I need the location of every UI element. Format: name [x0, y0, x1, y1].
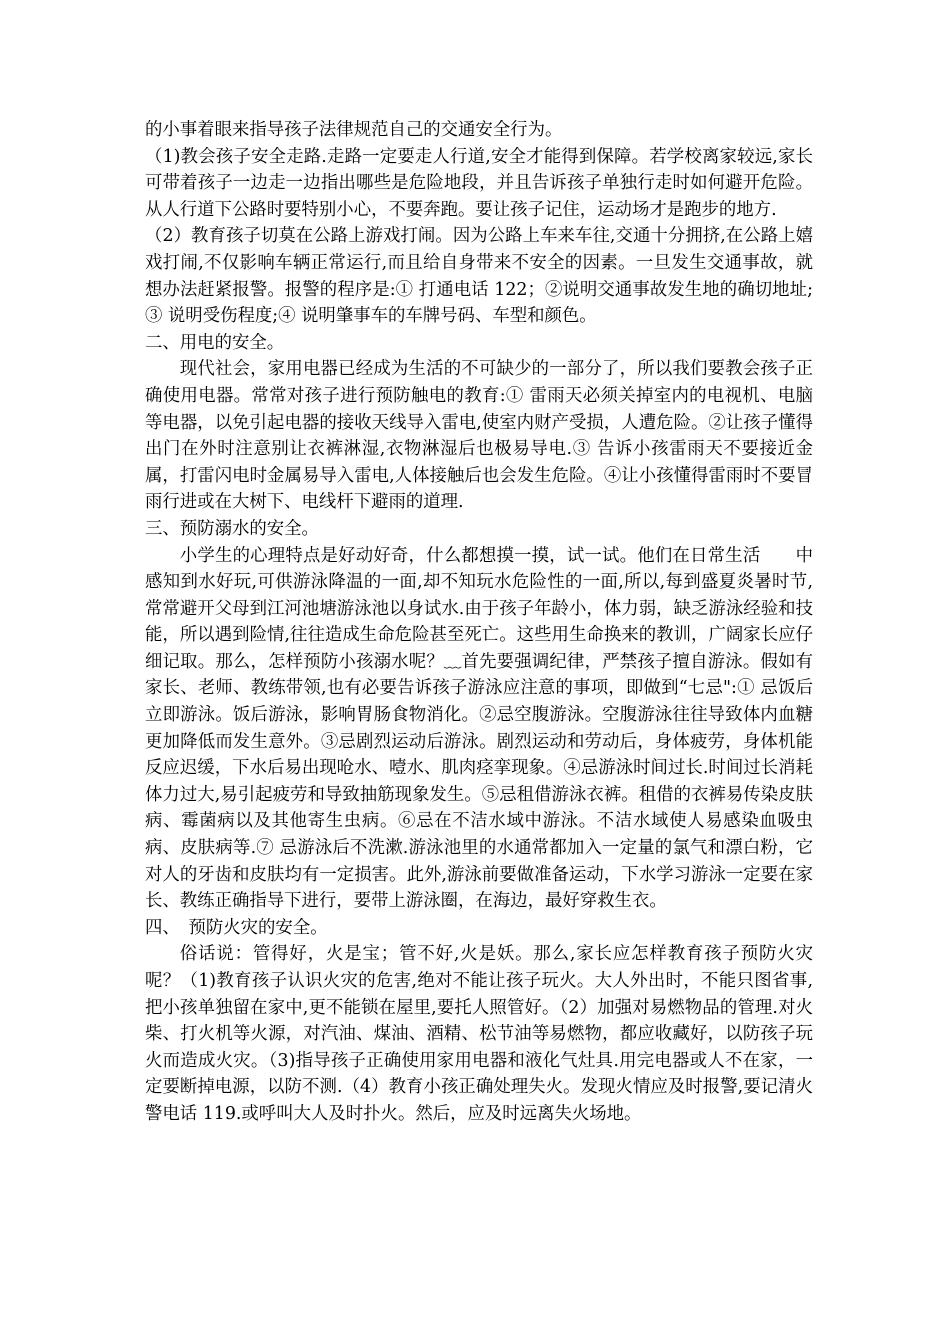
paragraph-fire: 俗话说：管得好，火是宝；管不好,火是妖。那么,家长应怎样教育孩子预防火灾呢？（1)教育孩子认识火灾的危害,绝对不能让孩子玩火。大人外出时，不能只图省事,把小孩单独留在家中,更不能锁在屋里,要托人照管好。（2）加强对易燃物品的管理.对火柴、打火机等火源，对汽油、煤油、酒精、松节油等易燃物，都应收藏好，以防孩子玩火而造成火灾。（3)指导孩子正确使用家用电器和液化气灶具.用完电器或人不在家，一定要断掉电源，以防不测.（4）教育小孩正确处理失火。发现火情应及时报警,要记清火警电话 119.或呼叫大人及时扑火。然后，应及时远离失火场地。: [145, 944, 813, 1124]
document-page: [145, 117, 813, 1128]
paragraph-road-play: （2）教育孩子切莫在公路上游戏打闹。因为公路上车来车往,交通十分拥挤,在公路上嬉戏打闹,不仅影响车辆正常运行,而且给自身带来不安全的因素。一旦发生交通事故，就想办法赶紧报警。报警的程序是:① 打通电话 122；②说明交通事故发生地的确切地址;③ 说明受伤程度;④ 说明肇事车的车牌号码、车型和颜色。: [145, 226, 813, 327]
paragraph-traffic-intro: 的小事着眼来指导孩子法律规范自己的交通安全行为。: [145, 120, 563, 140]
heading-fire-safety: 四、 预防火灾的安全。: [145, 917, 328, 938]
heading-drowning-safety: 三、预防溺水的安全。: [145, 518, 319, 539]
paragraph-walking-safety: （1)教会孩子安全走路.走路一定要走人行道,安全才能得到保障。若学校离家较远,家长可带着孩子一边走一边指出哪些是危险地段，并且告诉孩子单独行走时如何避开危险。从人行道下公路时要特别小心，不要奔跑。要让孩子记住，运动场才是跑步的地方.: [145, 146, 813, 220]
paragraph-electricity: 现代社会，家用电器已经成为生活的不可缺少的一部分了，所以我们要教会孩子正确使用电器。常常对孩子进行预防触电的教育:① 雷雨天必须关掉室内的电视机、电脑等电器，以免引起电器的接收天线导入雷电,使室内财产受损，人遭危险。②让孩子懂得出门在外时注意别让衣裤淋湿,衣物淋湿后也极易导电.③ 告诉小孩雷雨天不要接近金属，打雷闪电时金属易导入雷电,人体接触后也会发生危险。④让小孩懂得雷雨时不要冒雨行进或在大树下、电线杆下避雨的道理.: [145, 359, 813, 513]
paragraph-drowning: 小学生的心理特点是好动好奇，什么都想摸一摸，试一试。他们在日常生活 中感知到水好玩,可供游泳降温的一面,却不知玩水危险性的一面,所以,每到盛夏炎暑时节,常常避开父母到江河池塘游泳池以身试水.由于孩子年龄小，体力弱，缺乏游泳经验和技能，所以遇到险情,往往造成生命危险甚至死亡。这些用生命换来的教训，广阔家长应仔细记取。那么，怎样预防小孩溺水呢？﹏首先要强调纪律，严禁孩子擅自游泳。假如有家长、老师、教练带领,也有必要告诉孩子游泳应注意的事项，即做到“七忌":① 忌饭后立即游泳。饭后游泳，影响胃肠食物消化。②忌空腹游泳。空腹游泳往往导致体内血糖更加降低而发生意外。③忌剧烈运动后游泳。剧烈运动和劳动后，身体疲劳，身体机能反应迟缓，下水后易出现呛水、噎水、肌肉痉挛现象。④忌游泳时间过长.时间过长消耗体力过大,易引起疲劳和导致抽筋现象发生。⑤忌租借游泳衣裤。租借的衣裤易传染皮肤病、霉菌病以及其他寄生虫病。⑥忌在不洁水域中游泳。不洁水域使人易感染血吸虫病、皮肤病等.⑦ 忌游泳后不洗漱.游泳池里的水通常都加入一定量的氯气和漂白粉，它对人的牙齿和皮肤均有一定损害。此外,游泳前要做准备运动，下水学习游泳一定要在家长、教练正确指导下进行，要带上游泳圈，在海边，最好穿救生衣。: [145, 545, 813, 912]
heading-electricity-safety: 二、用电的安全。: [145, 332, 285, 353]
